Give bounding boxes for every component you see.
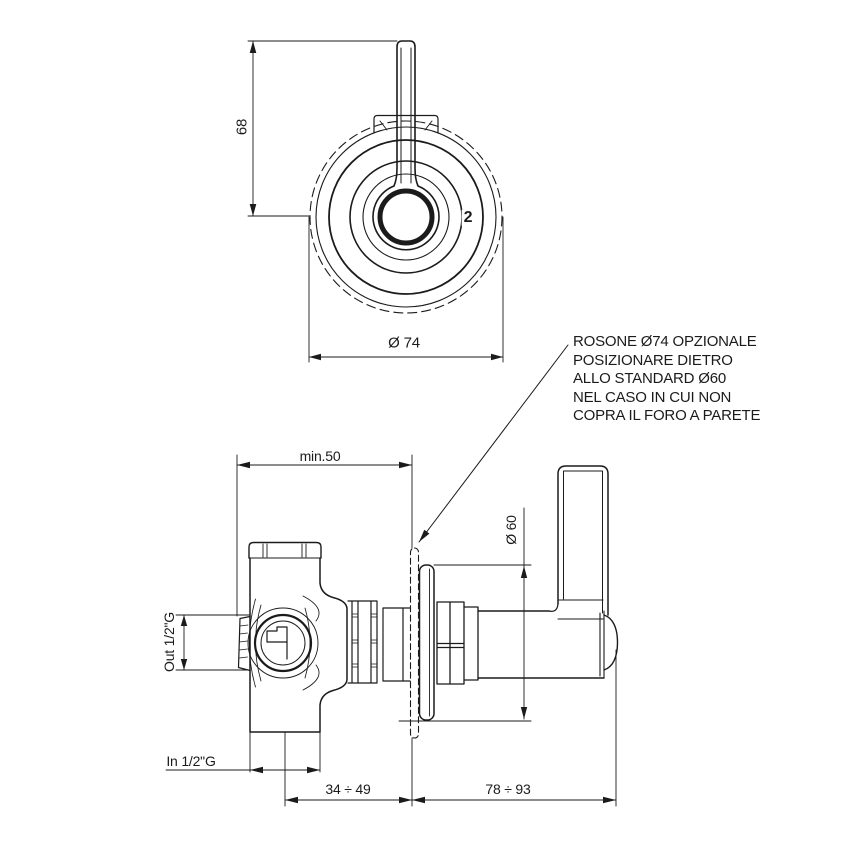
threaded-section: [348, 601, 377, 683]
note-leader-line: [419, 345, 568, 542]
handle-marking-label: 2: [463, 209, 473, 226]
note-line: COPRA IL FORO A PARETE: [573, 407, 761, 424]
note-line: ALLO STANDARD Ø60: [573, 370, 727, 387]
min-depth-dimension: [237, 455, 412, 806]
side-view: [166, 455, 618, 806]
front-height-dimension-label: 68: [233, 118, 251, 136]
wall-sleeve-section: [383, 608, 410, 681]
rosette-diameter-dimension-label: Ø 60: [503, 515, 519, 545]
handle-hub-circle: [380, 191, 432, 243]
handle-sleeve: [464, 607, 478, 680]
handle-cylinder: [478, 611, 618, 678]
note-line: NEL CASO IN CUI NON: [573, 388, 732, 406]
standard-rosette-plate: [420, 565, 435, 720]
valve-body-outline: [250, 558, 347, 732]
inlet-port-label: In 1/2"G: [166, 753, 216, 769]
front-view: [248, 41, 503, 362]
outlet-dimension: [176, 615, 249, 670]
recess-range-dimension-label: 34 ÷ 49: [325, 781, 371, 797]
note-line: POSIZIONARE DIETRO: [573, 351, 733, 369]
front-height-dimension: [248, 41, 397, 216]
rosette-annotation-note: [573, 333, 760, 426]
lever-handle-side: [549, 466, 608, 619]
lever-handle-front: [373, 41, 439, 250]
front-diameter-dimension-label: Ø 74: [388, 334, 420, 352]
protrusion-range-dimension-label: 78 ÷ 93: [485, 781, 531, 797]
outlet-port-label: Out 1/2"G: [161, 612, 177, 672]
min-depth-dimension-label: min.50: [299, 448, 341, 464]
note-line: ROSONE Ø74 OPZIONALE: [573, 333, 757, 350]
fixing-nut: [437, 602, 464, 684]
casting-curves: [249, 596, 319, 690]
optional-rosette-plate: [411, 548, 419, 738]
